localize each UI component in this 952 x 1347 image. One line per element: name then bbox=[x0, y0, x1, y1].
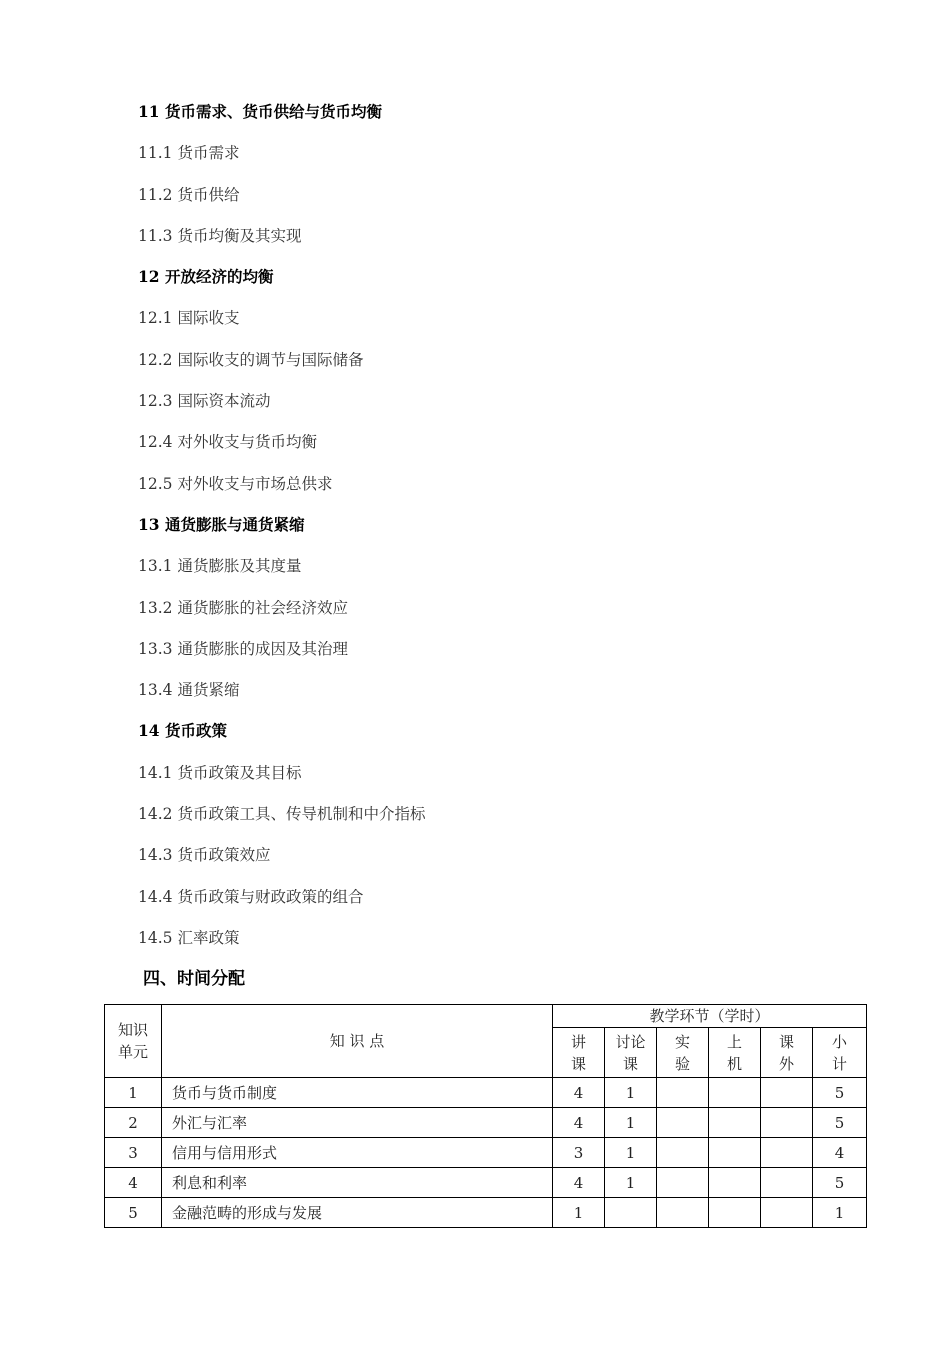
section-item: 11.3 货币均衡及其实现 bbox=[138, 226, 302, 245]
section-item: 12.1 国际收支 bbox=[138, 309, 240, 328]
section-item: 14.2 货币政策工具、传导机制和中介指标 bbox=[138, 805, 426, 824]
unit-header: 知识 单元 bbox=[105, 1005, 162, 1078]
course-outline bbox=[138, 98, 858, 965]
chapter-heading: 14 货币政策 bbox=[138, 721, 227, 741]
hours-cell bbox=[709, 1138, 761, 1168]
table-row bbox=[105, 1078, 867, 1108]
hours-cell bbox=[761, 1198, 813, 1228]
hours-cell: 5 bbox=[813, 1078, 867, 1108]
section-item: 11.1 货币需求 bbox=[138, 144, 240, 163]
hours-cell: 1 bbox=[813, 1198, 867, 1228]
extracurricular-header: 课 外 bbox=[761, 1028, 813, 1078]
hours-cell bbox=[761, 1138, 813, 1168]
hours-cell: 1 bbox=[605, 1108, 657, 1138]
hours-cell bbox=[657, 1198, 709, 1228]
section-item: 14.1 货币政策及其目标 bbox=[138, 763, 302, 782]
section-item: 14.4 货币政策与财政政策的组合 bbox=[138, 887, 364, 906]
hours-cell bbox=[657, 1078, 709, 1108]
section-item: 11.2 货币供给 bbox=[138, 185, 240, 204]
hours-cell: 1 bbox=[605, 1138, 657, 1168]
hours-cell bbox=[657, 1138, 709, 1168]
hours-cell: 1 bbox=[605, 1078, 657, 1108]
section-item: 12.4 对外收支与货币均衡 bbox=[138, 433, 317, 452]
table-row bbox=[105, 1198, 867, 1228]
table-row bbox=[105, 1168, 867, 1198]
section-item: 13.4 通货紧缩 bbox=[138, 681, 240, 700]
hours-cell bbox=[709, 1168, 761, 1198]
unit-number: 1 bbox=[105, 1078, 162, 1108]
chapter-heading: 13 通货膨胀与通货紧缩 bbox=[138, 514, 305, 534]
hours-cell bbox=[709, 1198, 761, 1228]
section-item: 12.2 国际收支的调节与国际储备 bbox=[138, 350, 364, 369]
knowledge-point: 利息和利率 bbox=[162, 1168, 553, 1198]
unit-number: 2 bbox=[105, 1108, 162, 1138]
section-item: 14.5 汇率政策 bbox=[138, 928, 240, 947]
time-allocation-table bbox=[104, 1004, 867, 1228]
knowledge-point: 金融范畴的形成与发展 bbox=[162, 1198, 553, 1228]
hours-cell: 5 bbox=[813, 1168, 867, 1198]
hours-cell: 1 bbox=[553, 1198, 605, 1228]
chapter-heading: 12 开放经济的均衡 bbox=[138, 267, 274, 287]
unit-number: 4 bbox=[105, 1168, 162, 1198]
unit-number: 3 bbox=[105, 1138, 162, 1168]
hours-cell bbox=[761, 1078, 813, 1108]
hours-cell: 4 bbox=[553, 1108, 605, 1138]
teaching-hours-header: 教学环节（学时） bbox=[553, 1005, 867, 1028]
unit-number: 5 bbox=[105, 1198, 162, 1228]
section-title: 四、时间分配 bbox=[143, 969, 245, 989]
section-item: 13.1 通货膨胀及其度量 bbox=[138, 557, 302, 576]
knowledge-point: 信用与信用形式 bbox=[162, 1138, 553, 1168]
hours-cell: 4 bbox=[813, 1138, 867, 1168]
hours-cell bbox=[657, 1168, 709, 1198]
section-item: 14.3 货币政策效应 bbox=[138, 846, 271, 865]
hours-cell: 5 bbox=[813, 1108, 867, 1138]
section-item: 13.3 通货膨胀的成因及其治理 bbox=[138, 639, 348, 658]
point-header: 知 识 点 bbox=[162, 1005, 553, 1078]
hours-cell: 4 bbox=[553, 1168, 605, 1198]
experiment-header: 实 验 bbox=[657, 1028, 709, 1078]
knowledge-point: 货币与货币制度 bbox=[162, 1078, 553, 1108]
hours-cell bbox=[761, 1168, 813, 1198]
hours-cell: 1 bbox=[605, 1168, 657, 1198]
table-row bbox=[105, 1108, 867, 1138]
computer-header: 上 机 bbox=[709, 1028, 761, 1078]
lecture-header: 讲 课 bbox=[553, 1028, 605, 1078]
hours-cell: 4 bbox=[553, 1078, 605, 1108]
subtotal-header: 小 计 bbox=[813, 1028, 867, 1078]
hours-cell bbox=[709, 1078, 761, 1108]
hours-cell bbox=[761, 1108, 813, 1138]
hours-cell bbox=[709, 1108, 761, 1138]
discussion-header: 讨论 课 bbox=[605, 1028, 657, 1078]
section-item: 12.5 对外收支与市场总供求 bbox=[138, 474, 333, 493]
knowledge-point: 外汇与汇率 bbox=[162, 1108, 553, 1138]
hours-cell bbox=[657, 1108, 709, 1138]
hours-cell bbox=[605, 1198, 657, 1228]
table-row bbox=[105, 1138, 867, 1168]
chapter-heading: 11 货币需求、货币供给与货币均衡 bbox=[138, 102, 382, 121]
hours-cell: 3 bbox=[553, 1138, 605, 1168]
section-item: 13.2 通货膨胀的社会经济效应 bbox=[138, 598, 348, 617]
section-item: 12.3 国际资本流动 bbox=[138, 392, 271, 411]
